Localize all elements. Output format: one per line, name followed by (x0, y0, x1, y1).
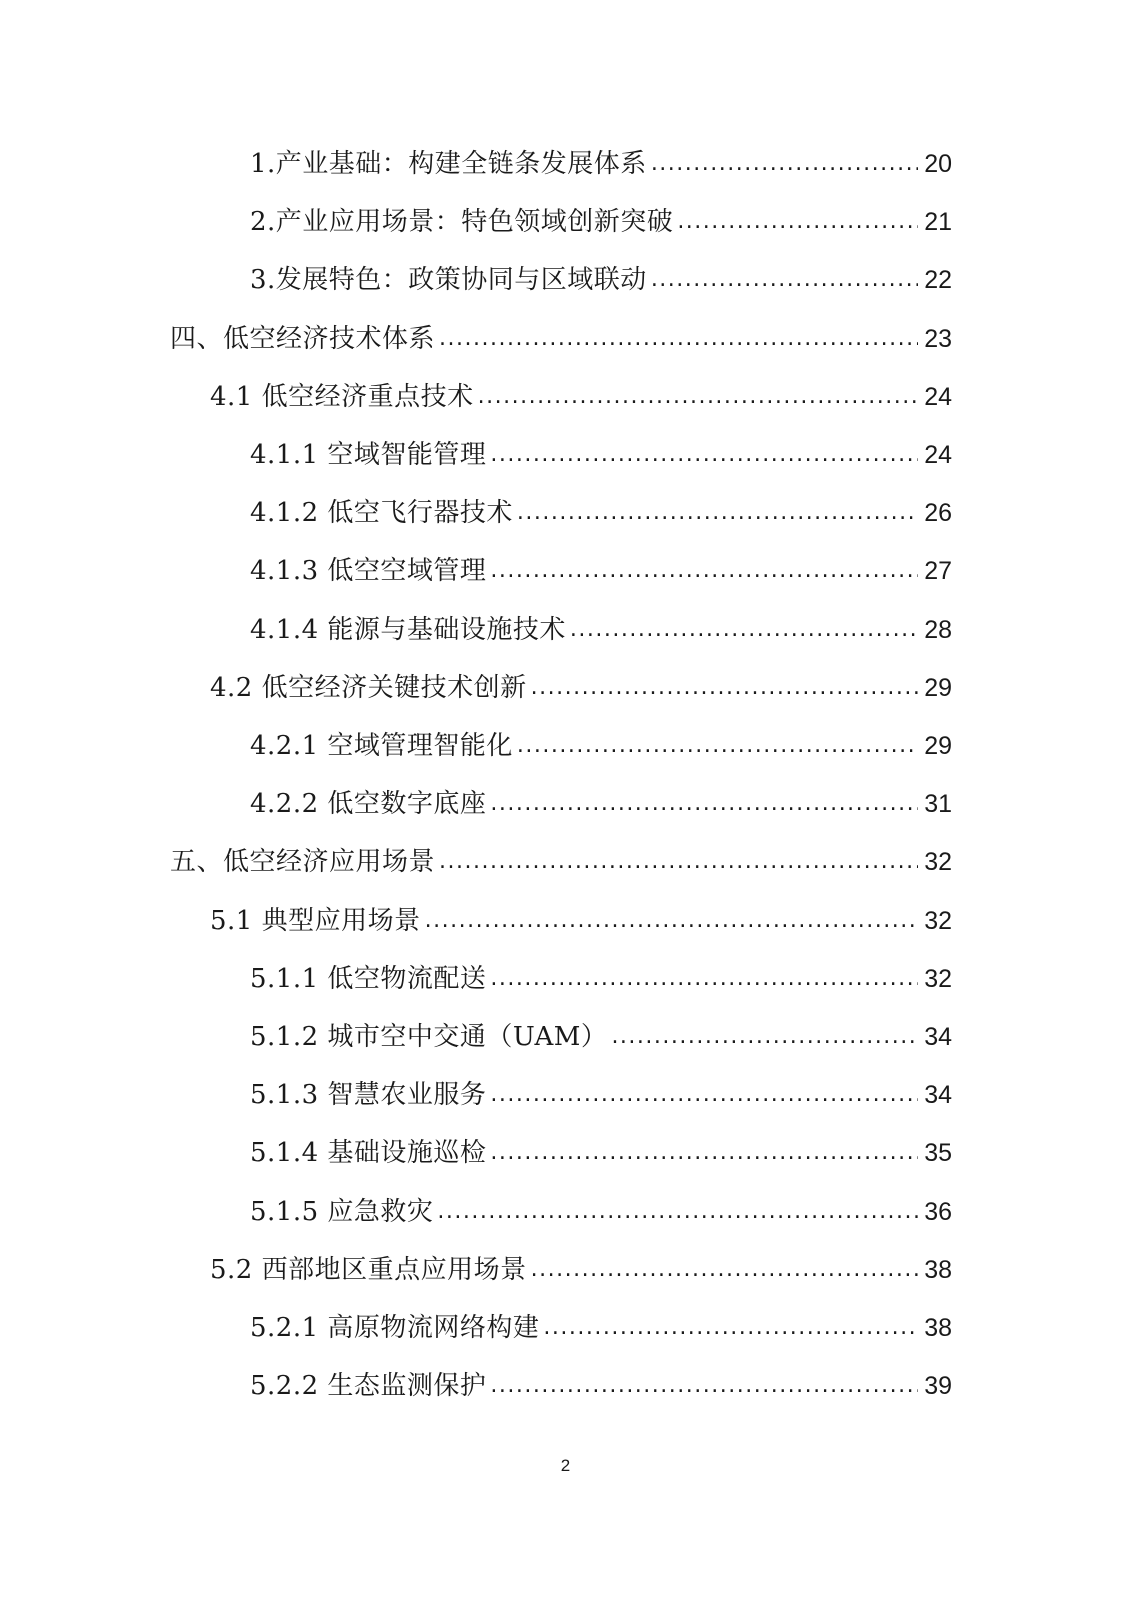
toc-dot-leader (531, 1245, 918, 1295)
toc-entry[interactable] (250, 197, 952, 247)
toc-entry[interactable] (250, 430, 952, 480)
toc-entry-title: 1.产业基础：构建全链条发展体系 (250, 149, 647, 179)
toc-entry[interactable] (210, 896, 952, 946)
toc-dot-leader (439, 314, 918, 364)
toc-dot-leader (490, 1070, 918, 1120)
toc-entry-page: 28 (924, 615, 952, 644)
toc-entry[interactable] (170, 314, 952, 364)
toc-entry-title: 4.1.2 低空飞行器技术 (250, 498, 513, 529)
toc-entry-page: 31 (924, 790, 952, 819)
toc-entry[interactable] (250, 779, 952, 829)
toc-dot-leader (437, 1187, 918, 1237)
toc-entry[interactable] (250, 139, 952, 189)
toc-entry[interactable] (250, 1012, 952, 1062)
toc-entry-title: 5.1.3 智慧农业服务 (250, 1080, 487, 1111)
toc-dot-leader (651, 255, 918, 305)
toc-entry-title: 4.1.3 低空空域管理 (250, 556, 487, 587)
toc-entry-title: 5.1.2 城市空中交通（UAM） (250, 1022, 608, 1052)
toc-dot-leader (543, 1303, 918, 1353)
toc-entry[interactable] (210, 663, 952, 713)
toc-dot-leader (478, 372, 918, 422)
page-number: 2 (560, 1456, 571, 1475)
toc-entry-title: 4.1.1 空域智能管理 (250, 440, 487, 470)
toc-entry[interactable] (170, 837, 952, 887)
toc-dot-leader (531, 663, 918, 713)
toc-dot-leader (490, 779, 918, 829)
toc-dot-leader (439, 837, 918, 887)
toc-entry[interactable] (250, 1128, 952, 1178)
toc-entry-page: 36 (924, 1197, 952, 1226)
toc-entry-title: 4.1 低空经济重点技术 (210, 381, 474, 412)
toc-entry-page: 24 (924, 382, 952, 411)
toc-entry[interactable] (250, 1361, 952, 1411)
toc-entry[interactable] (250, 1303, 952, 1353)
toc-entry[interactable] (250, 1187, 952, 1237)
toc-entry-title: 5.1.4 基础设施巡检 (250, 1138, 487, 1169)
toc-entry-title: 5.2 西部地区重点应用场景 (210, 1254, 527, 1285)
toc-dot-leader (490, 546, 918, 596)
toc-entry-page: 32 (924, 906, 952, 935)
toc-entry-title: 五、低空经济应用场景 (170, 847, 436, 878)
toc-entry-page: 29 (924, 673, 952, 702)
toc-entry-page: 35 (924, 1139, 952, 1168)
toc-dot-leader (517, 721, 918, 771)
toc-entry-page: 38 (924, 1314, 952, 1342)
toc-dot-leader (517, 488, 918, 538)
toc-dot-leader (490, 1128, 918, 1178)
toc-entry[interactable] (250, 488, 952, 538)
toc-entry-title: 5.1.5 应急救灾 (250, 1196, 434, 1227)
toc-dot-leader (651, 139, 918, 189)
toc-entry[interactable] (250, 546, 952, 596)
toc-entry-title: 4.1.4 能源与基础设施技术 (250, 614, 566, 645)
toc-dot-leader (611, 1012, 918, 1062)
toc-entry[interactable] (210, 372, 952, 422)
toc-entry[interactable] (250, 255, 952, 305)
toc-entry-page: 38 (924, 1255, 952, 1284)
toc-dot-leader (570, 605, 918, 655)
toc-entry-title: 4.2.2 低空数字底座 (250, 789, 487, 820)
toc-entry-page: 34 (924, 1023, 952, 1051)
toc-entry[interactable] (250, 605, 952, 655)
toc-dot-leader (425, 896, 918, 946)
toc-entry[interactable] (250, 721, 952, 771)
toc-entry-title: 4.2 低空经济关键技术创新 (210, 672, 527, 703)
toc-entry-page: 39 (924, 1372, 952, 1401)
toc-dot-leader (490, 430, 918, 480)
toc-dot-leader (677, 197, 918, 247)
toc-entry-page: 34 (924, 1081, 952, 1110)
toc-entry-page: 26 (924, 499, 952, 528)
toc-entry-page: 20 (924, 150, 952, 178)
toc-entry[interactable] (250, 1070, 952, 1120)
toc-entry-title: 5.1.1 低空物流配送 (250, 963, 487, 994)
toc-entry[interactable] (250, 954, 952, 1004)
toc-entry-page: 27 (924, 557, 952, 586)
toc-entry-title: 3.发展特色：政策协同与区域联动 (250, 265, 647, 296)
toc-entry-page: 32 (924, 964, 952, 993)
toc-entry-title: 5.2.1 高原物流网络构建 (250, 1313, 540, 1343)
toc-entry-title: 2.产业应用场景：特色领域创新突破 (250, 207, 674, 238)
toc-entry-title: 4.2.1 空域管理智能化 (250, 731, 513, 761)
toc-entry-title: 四、低空经济技术体系 (170, 323, 436, 354)
toc-entry-title: 5.2.2 生态监测保护 (250, 1371, 487, 1402)
toc-dot-leader (490, 1361, 918, 1411)
toc-entry-page: 22 (924, 266, 952, 295)
toc-entry-page: 23 (924, 324, 952, 353)
toc-entry-page: 32 (924, 848, 952, 877)
toc-entry[interactable] (210, 1245, 952, 1295)
toc-entry-page: 29 (924, 732, 952, 760)
toc-dot-leader (490, 954, 918, 1004)
toc-entry-page: 21 (924, 208, 952, 237)
toc-entry-title: 5.1 典型应用场景 (210, 905, 421, 936)
toc-entry-page: 24 (924, 441, 952, 469)
